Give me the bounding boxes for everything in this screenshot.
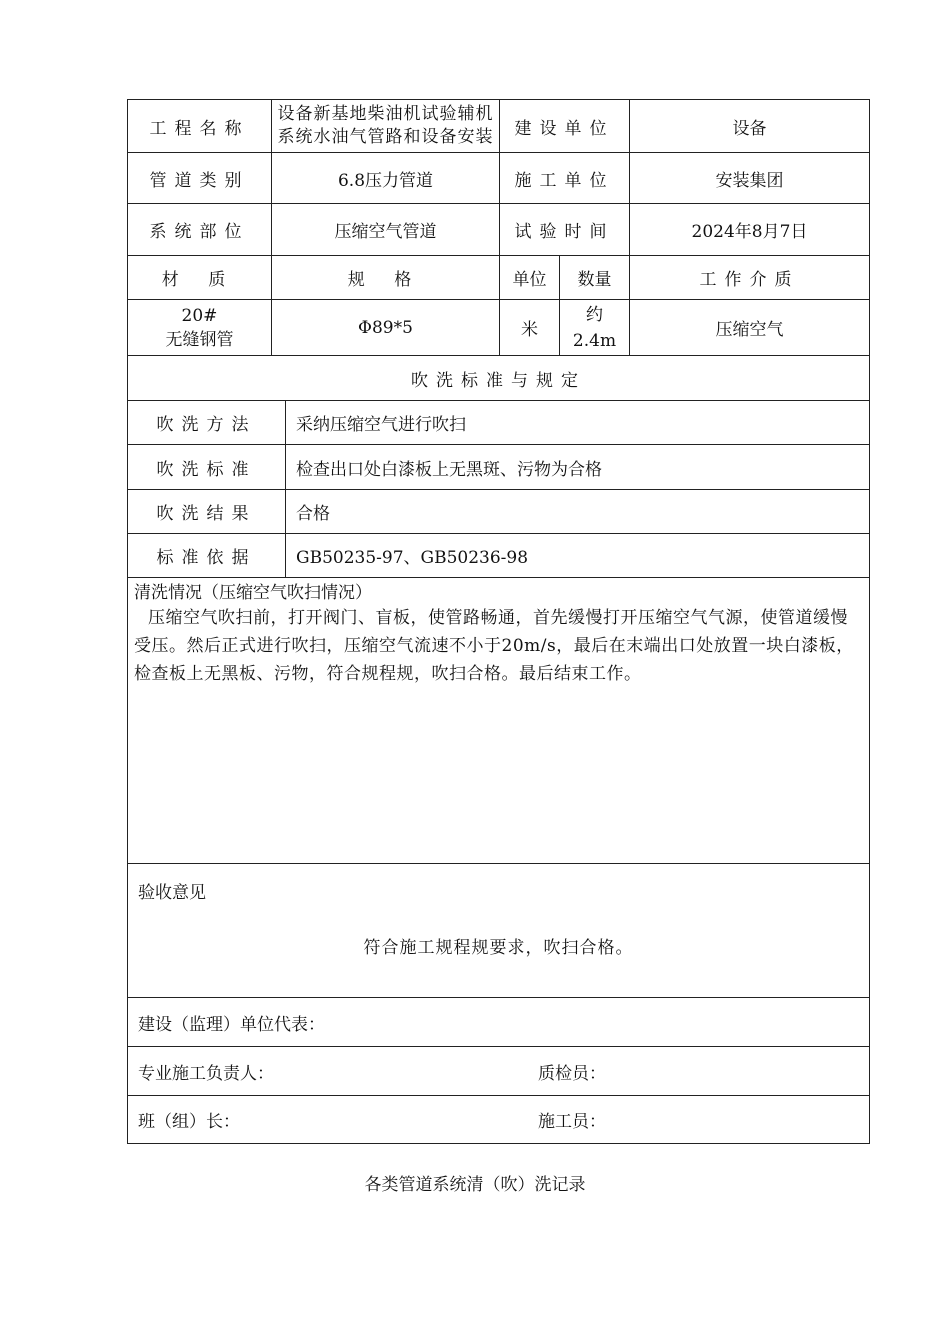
material-line1: 20# <box>181 305 218 326</box>
standards-title: 吹洗标准与规定 <box>128 356 870 401</box>
contractor-label: 施工单位 <box>500 153 630 204</box>
standard-label: 标准依据 <box>128 534 286 578</box>
standard-value: 检查出口处白漆板上无黑斑、污物为合格 <box>286 445 870 490</box>
acceptance-text: 符合施工规程规要求，吹扫合格。 <box>363 938 634 958</box>
standard-label: 吹洗标准 <box>128 445 286 490</box>
owner-rep-signature: 建设（监理）单位代表： <box>128 998 870 1047</box>
document-caption: 各类管道系统清（吹）洗记录 <box>364 1175 586 1195</box>
standard-value: GB50235-97、GB50236-98 <box>286 534 870 578</box>
material-line2: 无缝钢管 <box>165 329 234 350</box>
test-time-value: 2024年8月7日 <box>630 204 870 256</box>
cleaning-record-table <box>127 99 870 1144</box>
standard-label: 吹洗结果 <box>128 490 286 534</box>
spec-value: Φ89*5 <box>272 300 500 356</box>
standard-label: 吹洗方法 <box>128 401 286 445</box>
owner-value: 设备 <box>630 100 870 153</box>
test-time-label: 试验时间 <box>500 204 630 256</box>
quantity-line1: 约 <box>586 304 603 325</box>
signature-row-1 <box>128 1047 870 1096</box>
standard-value: 采纳压缩空气进行吹扫 <box>286 401 870 445</box>
medium-header: 工作介质 <box>630 256 870 300</box>
owner-label: 建设单位 <box>500 100 630 153</box>
system-part-label: 系统部位 <box>128 204 272 256</box>
worker-signature: 施工员： <box>538 1112 606 1132</box>
site-manager-signature: 专业施工负责人： <box>138 1063 274 1084</box>
pipe-category-label: 管道类别 <box>128 153 272 204</box>
material-header: 材 质 <box>128 256 272 300</box>
spec-header: 规 格 <box>272 256 500 300</box>
quantity-line2: 2.4m <box>572 330 617 351</box>
acceptance-title: 验收意见 <box>138 883 206 903</box>
unit-header: 单位 <box>500 256 560 300</box>
acceptance-section <box>128 864 870 998</box>
unit-value: 米 <box>500 300 560 356</box>
contractor-value: 安装集团 <box>630 153 870 204</box>
team-leader-signature: 班（组）长： <box>138 1112 240 1132</box>
standard-value: 合格 <box>286 490 870 534</box>
medium-value: 压缩空气 <box>630 300 870 356</box>
quantity-value <box>560 300 630 356</box>
material-value <box>128 300 272 356</box>
signature-row-2 <box>128 1096 870 1144</box>
project-name-value: 设备新基地柴油机试验辅机系统水油气管路和设备安装 <box>272 100 500 153</box>
pipe-category-value: 6.8压力管道 <box>272 153 500 204</box>
cleaning-section <box>128 578 870 864</box>
cleaning-title: 清洗情况（压缩空气吹扫情况） <box>134 583 372 603</box>
system-part-value: 压缩空气管道 <box>272 204 500 256</box>
quantity-header: 数量 <box>560 256 630 300</box>
project-name-label: 工程名称 <box>128 100 272 153</box>
inspector-signature: 质检员： <box>538 1063 606 1084</box>
cleaning-text: 压缩空气吹扫前，打开阀门、盲板，使管路畅通，首先缓慢打开压缩空气气源，使管道缓慢受压。然后正式进行吹扫，压缩空气流速不小于20m/s，最后在末端出口处放置一块白漆板，检查板上无黑板、污物，符合规程规，吹扫合格。最后结束工作。 <box>134 608 854 684</box>
